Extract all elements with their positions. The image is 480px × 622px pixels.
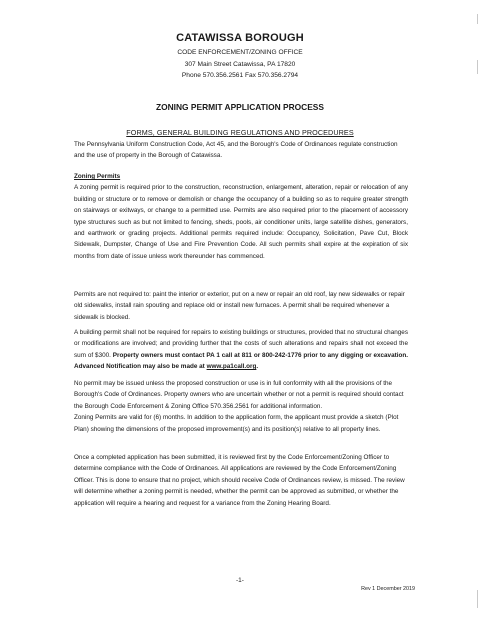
zoning-permits-heading: Zoning Permits [74,173,121,180]
page-number: -1- [236,577,244,584]
review-process-paragraph: Once a completed application has been submitted, it is reviewed first by the Code Enforcement/Zoning Officer to determine compliance with the Code of Ordinances. All applications are reviewed by the Code Enforcement/Zoning Officer. This is done to ensure that no project, which should receive Code of Ordinances review, is missed. The review will determine whether a zoning permit is needed, whether the permit can be approved as submitted, or whether the application will require a hearing and request for a variance from the Zoning Hearing Board. [74,454,405,507]
building-permit-paragraph [74,327,408,373]
scan-edge-mark [477,60,478,74]
scan-edge-mark [477,590,478,608]
zoning-permits-section [74,171,408,262]
office-address: 307 Main Street Catawissa, PA 17820 [184,61,296,68]
permit-validity-paragraph: Zoning Permits are valid for (6) months. In addition to the application form, the applicant must provide a sketch (Plot Plan) showing the dimensions of the proposed improvement(s) and its position(s) relative to all property lines. [74,414,399,433]
dig-notice-end: . [256,363,259,371]
scan-edge-mark [477,14,478,24]
office-name: CODE ENFORCEMENT/ZONING OFFICE [177,49,303,56]
zoning-permits-paragraph: A zoning permit is required prior to the construction, reconstruction, enlargement, alteration, repair or relocation of any building or structure or to remove or demolish or change the occupancy of a building so as to require greater strength on stairways or exitways, or change to a permitted use. Permits are also required prior to the placement of accessory type structures such as but not limited to fencing, sheds, pools, air conditioner units, large satellite dishes, generators, and earthwork or grading projects. Additional permits required include: Occupancy, Solicitation, Pave Cut, Block Sidewalk, Dumpster, Change of Use and Fire Prevention Code. All such permits shall expire at the expiration of six months from date of issue unless work thereunder has commenced. [74,184,408,260]
permits-not-required-paragraph: Permits are not required to: paint the interior or exterior, put on a new or repair an old roof, lay new sidewalks or repair old sidewalks, install rain spouting and replace old or install new furnaces. A permit shall be required whenever a sidewalk is blocked. [74,291,405,321]
dig-notice-text: Property owners must contact PA 1 call at 811 or 800-242-1776 prior to any digging or excavation. Advanced Notification may also be made at [74,351,408,371]
revision-note: Rev 1 December 2019 [361,586,415,592]
intro-paragraph: The Pennsylvania Uniform Construction Code, Act 45, and the Borough's Code of Ordinances regulate construction and the use of property in the Borough of Catawissa. [74,141,398,160]
conformity-paragraph: No permit may be issued unless the proposed construction or use is in full conformity with all the provisions of the Borough's Code of Ordinances. Property owners who are uncertain whether or not a permit is required should contact the Borough Code Enforcement & Zoning Office 570.356.2561 for additional information. [74,380,404,410]
building-permit-text: A building permit shall not be required for repairs to existing buildings or structures, provided that no structural changes or modifications are involved; and providing further that the costs of such alterations and repairs shall not exceed the sum of $300. [74,329,408,359]
office-contact: Phone 570.356.2561 Fax 570.356.2794 [181,72,299,79]
forms-heading: FORMS, GENERAL BUILDING REGULATIONS AND PROCEDURES [126,128,354,137]
borough-title: CATAWISSA BOROUGH [176,32,304,44]
document-title: ZONING PERMIT APPLICATION PROCESS [156,102,324,112]
pa1call-link[interactable]: www.pa1call.org [206,363,257,371]
conformity-section [74,378,408,435]
